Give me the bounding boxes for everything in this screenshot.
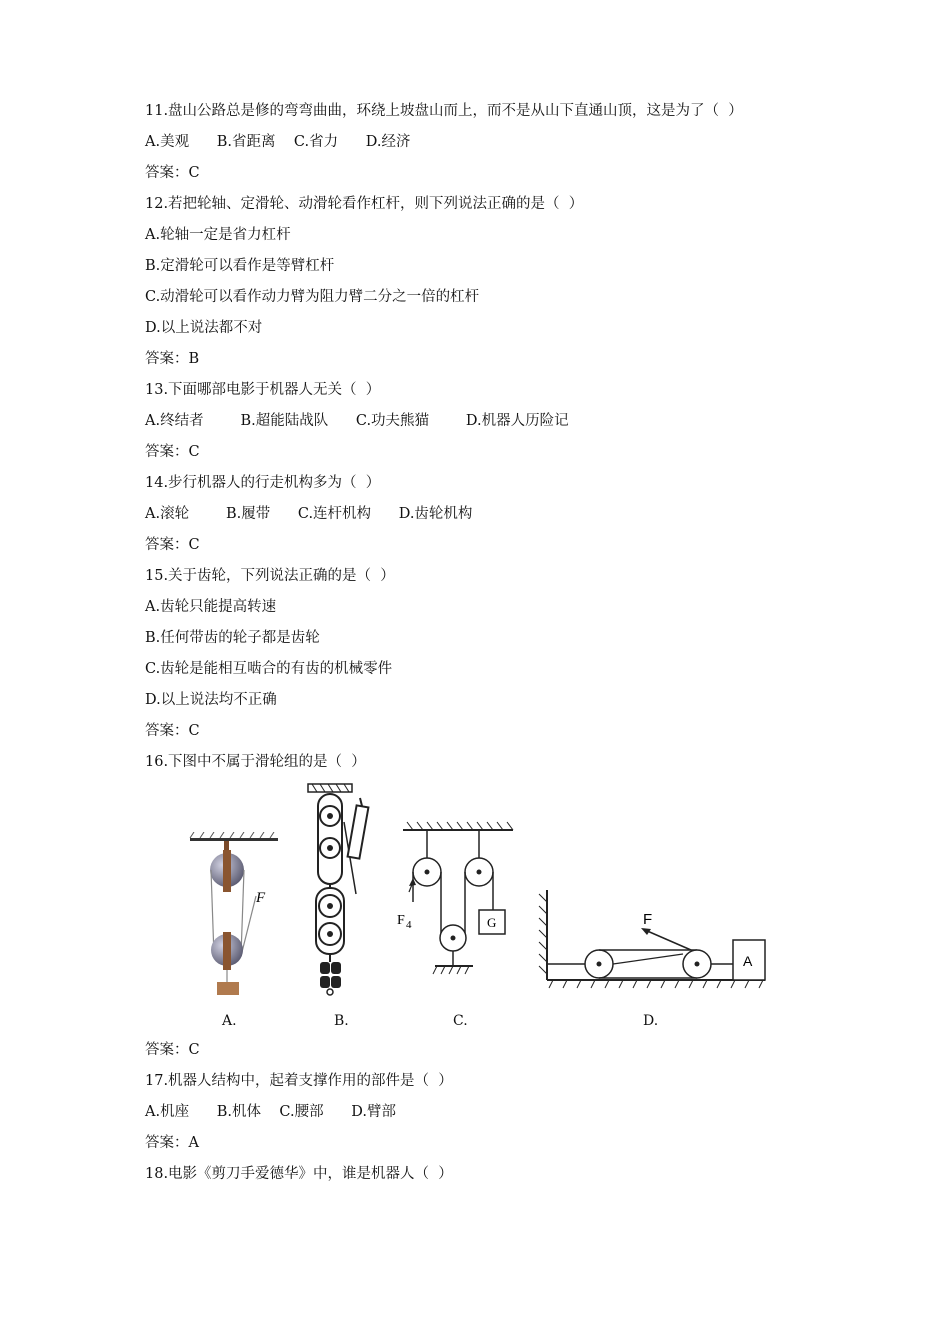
q15-option-a: A.齿轮只能提高转速 [145, 599, 277, 615]
figure-a [172, 832, 290, 998]
figure-d [533, 878, 778, 998]
q17-options: A.机座 B.机体 C.腰部 D.臂部 [145, 1104, 396, 1120]
figure-c-force-label: F [397, 913, 405, 928]
figure-c [389, 812, 532, 998]
pulley-diagram-b [290, 782, 388, 998]
q11-stem: 11.盘山公路总是修的弯弯曲曲，环绕上坡盘山而上，而不是从山下直通山顶，这是为了（ ） [145, 103, 743, 119]
figure-c-force-subscript: 4 [406, 919, 412, 931]
pulley-diagram-c [389, 812, 532, 998]
q13-options: A.终结者 B.超能陆战队 C.功夫熊猫 D.机器人历险记 [145, 413, 569, 429]
q14-stem: 14.步行机器人的行走机构多为（ ） [145, 475, 381, 491]
figure-a-force-label: F [256, 890, 266, 906]
pulley-diagram-a [172, 832, 290, 998]
q15-answer: 答案：C [145, 723, 200, 739]
figure-b-label: B. [334, 1013, 349, 1029]
q18-stem: 18.电影《剪刀手爱德华》中，谁是机器人（ ） [145, 1166, 453, 1182]
q12-option-b: B.定滑轮可以看作是等臂杠杆 [145, 258, 335, 274]
q13-answer: 答案：C [145, 444, 200, 460]
q12-answer: 答案：B [145, 351, 200, 367]
q17-stem: 17.机器人结构中，起着支撑作用的部件是（ ） [145, 1073, 453, 1089]
q16-stem: 16.下图中不属于滑轮组的是（ ） [145, 754, 366, 770]
figure-b [290, 782, 388, 998]
figure-d-block-label: A [743, 953, 753, 969]
q15-option-c: C.齿轮是能相互啮合的有齿的机械零件 [145, 661, 393, 677]
q12-option-c: C.动滑轮可以看作动力臂为阻力臂二分之一倍的杠杆 [145, 289, 480, 305]
figure-d-force-label: F [643, 911, 653, 928]
q13-stem: 13.下面哪部电影于机器人无关（ ） [145, 382, 381, 398]
q14-options: A.滚轮 B.履带 C.连杆机构 D.齿轮机构 [145, 506, 473, 522]
q11-answer: 答案：C [145, 165, 200, 181]
figure-c-weight-label: G [487, 915, 497, 930]
q12-option-a: A.轮轴一定是省力杠杆 [145, 227, 291, 243]
figure-c-label: C. [453, 1013, 468, 1029]
q17-answer: 答案：A [145, 1135, 199, 1151]
q15-option-b: B.任何带齿的轮子都是齿轮 [145, 630, 320, 646]
figure-a-label: A. [222, 1013, 237, 1029]
q11-options: A.美观 B.省距离 C.省力 D.经济 [145, 134, 411, 150]
q12-option-d: D.以上说法都不对 [145, 320, 263, 336]
q16-answer: 答案：C [145, 1042, 200, 1058]
pulley-diagram-d [533, 878, 778, 998]
figure-d-label: D. [643, 1013, 659, 1029]
q14-answer: 答案：C [145, 537, 200, 553]
q15-option-d: D.以上说法均不正确 [145, 692, 277, 708]
q12-stem: 12.若把轮轴、定滑轮、动滑轮看作杠杆，则下列说法正确的是（ ） [145, 196, 584, 212]
q15-stem: 15.关于齿轮，下列说法正确的是（ ） [145, 568, 395, 584]
